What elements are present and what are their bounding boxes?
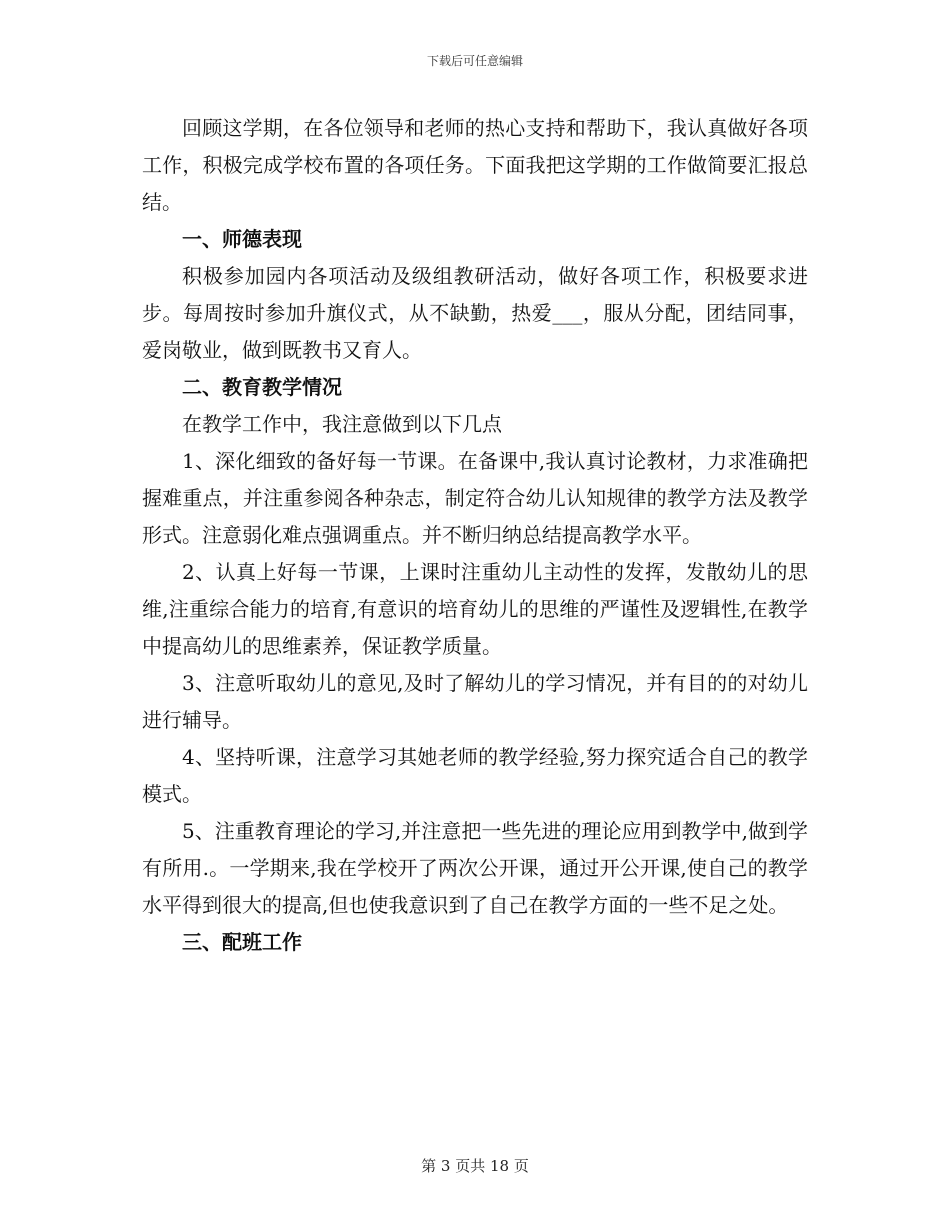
list-item-5: 5、注重教育理论的学习,并注意把一些先进的理论应用到教学中,做到学有所用.。一学期来,我在学校开了两次公开课，通过开公开课,使自己的教学水平得到很大的提高,但也使我意识到了自己在教学方面的一些不足之处。 (142, 819, 808, 917)
page-header: 下载后可任意编辑 (426, 54, 523, 68)
section-1-paragraph: 积极参加园内各项活动及级组教研活动，做好各项工作，积极要求进步。每周按时参加升旗仪式，从不缺勤，热爱___，服从分配，团结同事，爱岗敬业，做到既教书又育人。 (142, 264, 808, 362)
list-item-3: 3、注意听取幼儿的意见,及时了解幼儿的学习情况，并有目的的对幼儿进行辅导。 (142, 671, 808, 732)
section-2-heading: 二、教育教学情况 (182, 375, 342, 399)
section-1-heading: 一、师德表现 (182, 227, 302, 251)
page-footer: 第 3 页共 18 页 (421, 1157, 529, 1175)
list-item-4: 4、坚持听课，注意学习其她老师的教学经验,努力探究适合自己的教学模式。 (142, 745, 808, 806)
document-body (142, 110, 808, 961)
section-2-intro: 在教学工作中，我注意做到以下几点 (182, 412, 502, 436)
list-item-2: 2、认真上好每一节课，上课时注重幼儿主动性的发挥，发散幼儿的思维,注重综合能力的培育,有意识的培育幼儿的思维的严谨性及逻辑性,在教学中提高幼儿的思维素养，保证教学质量。 (142, 560, 808, 658)
section-3-heading: 三、配班工作 (182, 930, 302, 954)
intro-paragraph: 回顾这学期，在各位领导和老师的热心支持和帮助下，我认真做好各项工作，积极完成学校布置的各项任务。下面我把这学期的工作做简要汇报总结。 (142, 116, 808, 214)
list-item-1: 1、深化细致的备好每一节课。在备课中,我认真讨论教材，力求准确把握难重点，并注重参阅各种杂志，制定符合幼儿认知规律的教学方法及教学形式。注意弱化难点强调重点。并不断归纳总结提高教学水平。 (142, 449, 808, 547)
